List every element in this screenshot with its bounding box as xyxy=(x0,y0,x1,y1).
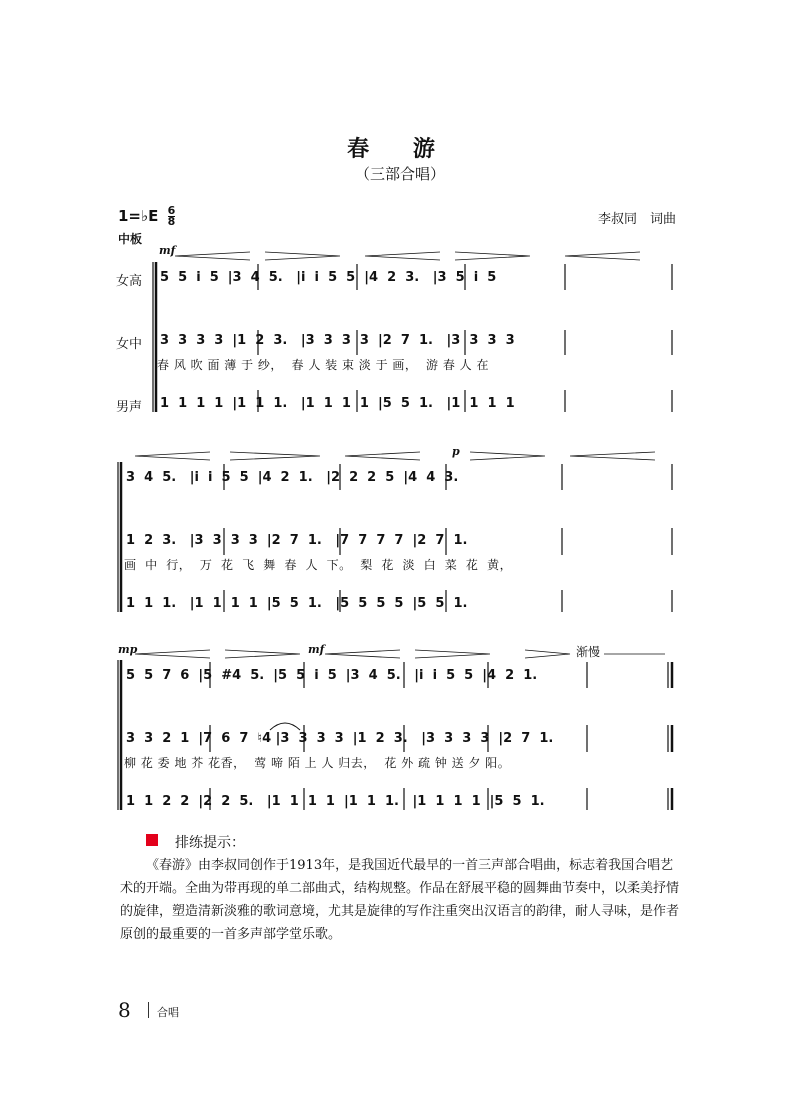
alto-line-3: 3 3 2 1 |7 6 7 ♮4 |3 3 3 3 |1 2 3. |3 3 3 3 |2 7 1. xyxy=(126,731,554,746)
lyrics-line-2: 画 中 行， 万 花 飞 舞 春 人 下。 梨 花 淡 白 菜 花 黄， xyxy=(124,558,513,572)
alto-line-2: 1 2 3. |3 3 3 3 |2 7 1. |7 7 7 7 |2 7 1. xyxy=(126,533,468,548)
system-2-hairpins xyxy=(135,452,655,460)
voice-label-alto: 女中 xyxy=(116,337,143,352)
bass-line-3: 1 1 2 2 |2 2 5. |1 1 1 1 |1 1 1. |1 1 1 1 |5 5 1. xyxy=(126,794,545,809)
voice-label-bass: 男声 xyxy=(116,400,143,415)
bass-line-1: 1 1 1 1 |1 1 1. |1 1 1 1 |5 5 1. |1 1 1 1 xyxy=(160,396,515,411)
key-text: 1=♭E xyxy=(118,207,159,225)
time-signature: $\frac{6}{8}$ xyxy=(167,204,176,228)
lyrics-line-3: 柳 花 委 地 芥 花香， 莺 啼 陌 上 人 归去， 花 外 疏 钟 送 夕 阳。 xyxy=(124,756,511,770)
dynamic-mf: mf xyxy=(159,244,176,257)
composer-credit: 李叔同 词曲 xyxy=(597,212,676,227)
system-1-hairpins xyxy=(175,252,640,260)
dynamic-p: p xyxy=(452,445,460,458)
soprano-line-3: 5 5 7 6 |5 #4 5. |5 5 i 5 |3 4 5. |i i 5 5 |4 2 1. xyxy=(126,668,538,683)
tie-mark xyxy=(270,723,300,730)
book-title: 合唱 xyxy=(157,1006,179,1019)
lyrics-line-1: 春 风 吹 面 薄 于 纱， 春 人 装 束 淡 于 画， 游 春 人 在 xyxy=(157,358,489,372)
ritardando-marking: 渐慢 xyxy=(572,643,604,660)
hint-marker-icon xyxy=(146,834,158,846)
alto-line-1: 3 3 3 3 |1 2 3. |3 3 3 3 |2 7 1. |3 3 3 3 xyxy=(160,333,515,348)
hint-paragraph: 《春游》由李叔同创作于1913年，是我国近代最早的一首三声部合唱曲，标志着我国合唱艺术的开端。全曲为带再现的单二部曲式，结构规整。作品在舒展平稳的圆舞曲节奏中，以柔美抒情的旋律，塑造清新淡雅的歌词意境，尤其是旋律的写作注重突出汉语言的韵律，耐人寻味，是作者原创的最重要的一首多声部学堂乐歌。 xyxy=(120,858,680,942)
page-number: 8 xyxy=(118,998,131,1022)
dynamic-mp: mp xyxy=(118,643,138,656)
voice-label-soprano: 女高 xyxy=(116,274,143,289)
song-title: 春 游 xyxy=(347,136,453,162)
footer-divider xyxy=(148,1002,149,1018)
tempo-marking: 中板 xyxy=(118,232,143,246)
hint-title: 排练提示： xyxy=(175,835,245,851)
soprano-line-1: 5 5 i 5 |3 4 5. |i i 5 5 |4 2 3. |3 5 i 5 xyxy=(160,270,497,285)
soprano-line-2: 3 4 5. |i i 5 5 |4 2 1. |2 2 2 5 |4 4 3. xyxy=(126,470,459,485)
bass-line-2: 1 1 1. |1 1 1 1 |5 5 1. |5 5 5 5 |5 5 1. xyxy=(126,596,468,611)
dynamic-mf-2: mf xyxy=(308,643,325,656)
song-subtitle: （三部合唱） xyxy=(354,165,445,183)
